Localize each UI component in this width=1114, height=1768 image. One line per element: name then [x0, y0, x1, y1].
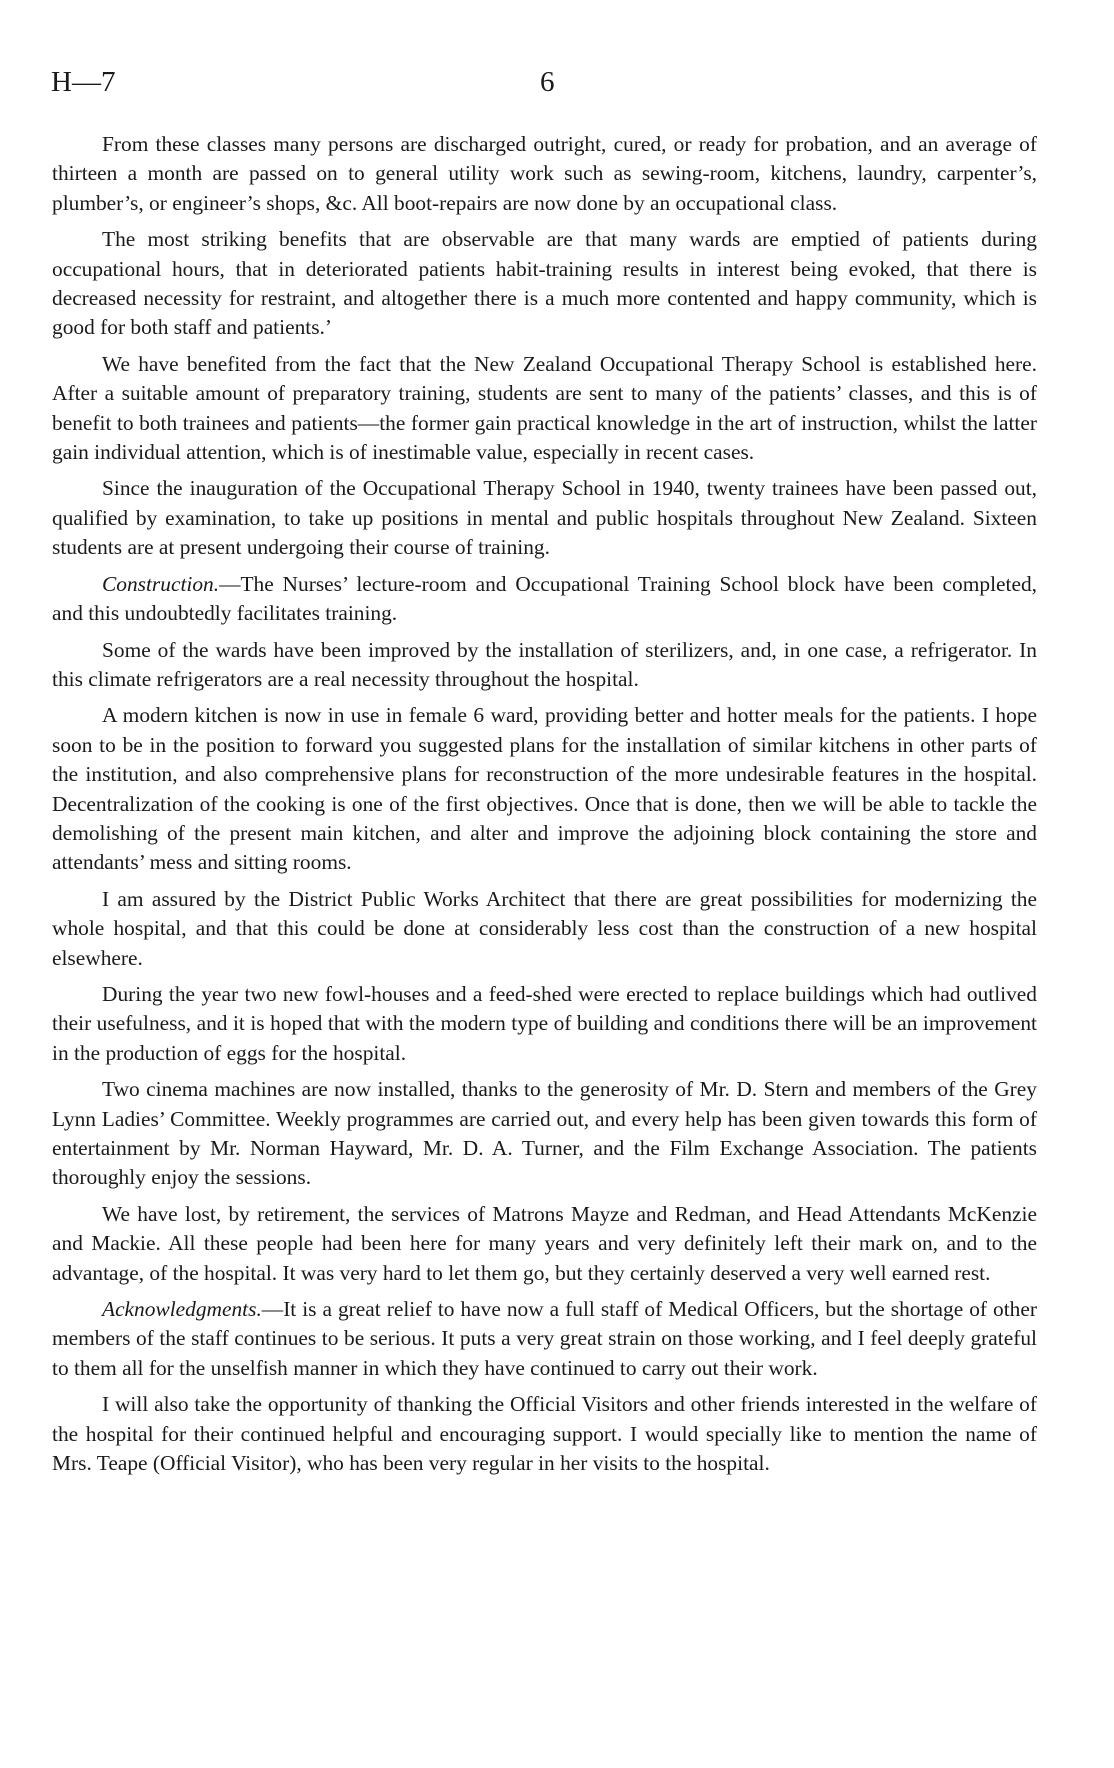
document-reference: H—7	[51, 66, 116, 98]
paragraph-text: From these classes many persons are discharged outright, cured, or ready for probation, and an average of thirteen a month are passed on to general utility work such as sewing-room, kitchens, laundry, carpenter’s, plumber’s, or engineer’s shops, &c. All boot-repairs are now done by an occupational class.	[52, 132, 1037, 215]
page-number: 6	[540, 66, 555, 98]
paragraph-text: A modern kitchen is now in use in female 6 ward, providing better and hotter meals for the patients. I hope soon to be in the position to forward you suggested plans for the installation of similar kitchens in other parts of the institution, and also comprehensive plans for reconstruction of the more undesirable features in the hospital. Decentralization of the cooking is one of the first objectives. Once that is done, then we will be able to tackle the demolishing of the present main kitchen, and alter and improve the adjoining block containing the store and attendants’ mess and sitting rooms.	[52, 703, 1037, 875]
paragraph	[52, 570, 1037, 629]
paragraph-text: —It is a great relief to have now a full staff of Medical Officers, but the shortage of other members of the staff continues to be serious. It puts a very great strain on those working, and I feel deeply grateful to them all for the unselfish manner in which they have continued to carry out their work.	[52, 1297, 1037, 1380]
paragraph	[52, 1390, 1037, 1478]
paragraph	[52, 1295, 1037, 1383]
section-heading-acknowledgments: Acknowledgments.	[102, 1297, 262, 1322]
paragraph	[52, 225, 1037, 343]
paragraph	[52, 1200, 1037, 1288]
paragraph-text: —The Nurses’ lecture-room and Occupational Training School block have been completed, and this undoubtedly facilitates training.	[52, 571, 1037, 626]
paragraph-text: I am assured by the District Public Works Architect that there are great possibilities for modernizing the whole hospital, and that this could be done at considerably less cost than the construction of a new hospital elsewhere.	[52, 886, 1037, 970]
paragraph-text: Since the inauguration of the Occupational Therapy School in 1940, twenty trainees have been passed out, qualified by examination, to take up positions in mental and public hospitals throughout New Zealand. Sixteen students are at present undergoing their course of training.	[52, 476, 1037, 560]
paragraph	[52, 701, 1037, 877]
page-header	[51, 66, 1054, 106]
body-text	[52, 130, 1037, 1478]
paragraph-text: During the year two new fowl-houses and a feed-shed were erected to replace buildings which had outlived their usefulness, and it is hoped that with the modern type of building and conditions there will be an improvement in the production of eggs for the hospital.	[52, 981, 1037, 1065]
paragraph	[52, 636, 1037, 695]
paragraph-text: Two cinema machines are now installed, thanks to the generosity of Mr. D. Stern and members of the Grey Lynn Ladies’ Committee. Weekly programmes are carried out, and every help has been given towards this form of entertainment by Mr. Norman Hayward, Mr. D. A. Turner, and the Film Exchange Association. The patients thoroughly enjoy the sessions.	[52, 1077, 1037, 1190]
paragraph	[52, 980, 1037, 1068]
paragraph-text: I will also take the opportunity of thanking the Official Visitors and other friends interested in the welfare of the hospital for their continued helpful and encouraging support. I would specially like to mention the name of Mrs. Teape (Official Visitor), who has been very regular in her visits to the hospital.	[52, 1392, 1037, 1476]
paragraph	[52, 885, 1037, 973]
paragraph	[52, 130, 1037, 218]
paragraph-text: Some of the wards have been improved by the installation of sterilizers, and, in one case, a refrigerator. In this climate refrigerators are a real necessity throughout the hospital.	[52, 637, 1037, 691]
paragraph	[52, 474, 1037, 562]
paragraph	[52, 350, 1037, 468]
paragraph-text: We have benefited from the fact that the New Zealand Occupational Therapy School is established here. After a suitable amount of preparatory training, students are sent to many of the patients’ classes, and this is of benefit to both trainees and patients—the former gain practical knowledge in the art of instruction, whilst the latter gain individual attention, which is of inestimable value, especially in recent cases.	[52, 351, 1037, 465]
paragraph-text: We have lost, by retirement, the services of Matrons Mayze and Redman, and Head Attendants McKenzie and Mackie. All these people had been here for many years and very definitely left their mark on, and to the advantage, of the hospital. It was very hard to let them go, but they certainly deserved a very well earned rest.	[52, 1201, 1037, 1285]
section-heading-construction: Construction.	[102, 571, 220, 596]
paragraph	[52, 1075, 1037, 1193]
paragraph-text: The most striking benefits that are observable are that many wards are emptied of patients during occupational hours, that in deteriorated patients habit-training results in interest being evoked, that there is decreased necessity for restraint, and altogether there is a much more contented and happy community, which is good for both staff and patients.’	[52, 227, 1037, 340]
